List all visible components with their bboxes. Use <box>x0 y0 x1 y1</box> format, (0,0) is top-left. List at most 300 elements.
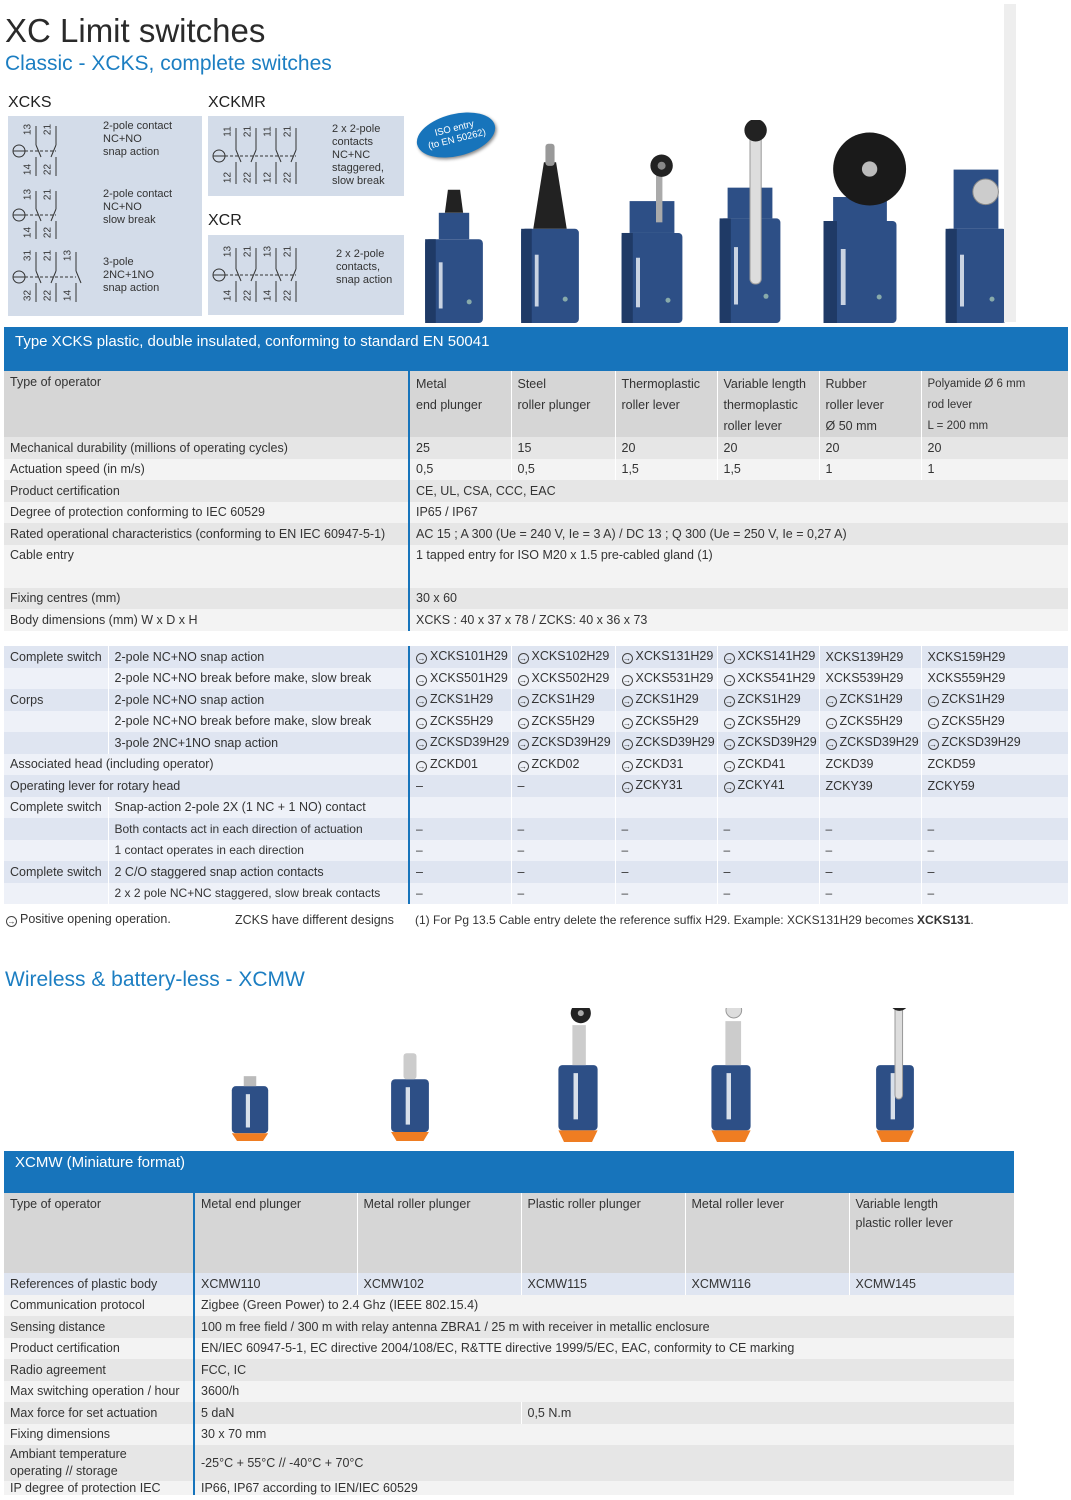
operator-line: roller lever <box>723 419 782 433</box>
section-title-xcmw: Wireless & battery-less - XCMW <box>5 968 305 991</box>
positive-opening-icon: → <box>623 740 631 750</box>
positive-opening-icon: → <box>725 697 733 707</box>
table-cell: IP66, IP67 according to IEN/IEC 60529 <box>194 1481 1014 1495</box>
reference-code: ZCKD41 <box>737 756 786 771</box>
reference-cell <box>615 646 717 668</box>
pin-number: 14 <box>62 289 74 302</box>
operator-type-cell <box>409 371 511 437</box>
reference-code: ZCKD02 <box>531 756 580 771</box>
reference-cell <box>717 840 819 862</box>
reference-cell <box>819 754 921 776</box>
reference-code: – <box>723 886 731 901</box>
reference-cell <box>921 861 1068 883</box>
reference-cell <box>511 732 615 754</box>
reference-code: – <box>517 821 525 836</box>
reference-code: – <box>825 886 833 901</box>
reference-code: ZCKD01 <box>430 756 478 771</box>
reference-code: ZCKS5H29 <box>531 713 595 728</box>
reference-cell <box>921 775 1068 797</box>
steel-roller-plunger-switch <box>512 140 588 325</box>
table-cell: 0,5 <box>511 459 615 481</box>
reference-cell <box>921 646 1068 668</box>
positive-opening-icon: → <box>417 675 426 685</box>
reference-cell <box>615 689 717 711</box>
table-cell: 1,5 <box>717 459 819 481</box>
table-cell: Max switching operation / hour <box>10 1384 180 1399</box>
positive-opening-icon: → <box>725 654 733 664</box>
table-cell: 2-pole NC+NO snap action <box>108 689 409 711</box>
reference-code: ZCKY39 <box>825 778 873 793</box>
reference-cell <box>717 797 819 819</box>
table-cell: Both contacts act in each direction of actuation <box>108 818 409 840</box>
reference-cell <box>819 668 921 690</box>
positive-opening-icon: → <box>623 761 631 771</box>
table-cell: Associated head (including operator) <box>10 757 214 772</box>
reference-cell <box>717 754 819 776</box>
operator-type-cell <box>921 371 1068 437</box>
contact-description: 2-pole contact NC+NO slow break <box>103 188 173 226</box>
table-cell: Body dimensions (mm) W x D x H <box>10 612 198 627</box>
pin-number: 21 <box>242 125 254 138</box>
xcks-references-table <box>4 646 1068 904</box>
pin-number: 13 <box>22 188 34 201</box>
reference-code: XCKS531H29 <box>635 670 714 685</box>
reference-code: – <box>723 843 731 858</box>
reference-cell <box>615 732 717 754</box>
table-row <box>4 1445 1014 1481</box>
footnote-bold: XCKS131 <box>917 913 971 927</box>
operator-type-row <box>4 371 1068 437</box>
table-row <box>4 1424 1014 1446</box>
operator-line: Plastic roller plunger <box>527 1197 641 1211</box>
reference-cell <box>615 797 717 819</box>
operator-line: roller lever <box>621 398 680 412</box>
table-cell: 30 x 60 <box>409 588 1068 610</box>
reference-code: ZCKS1H29 <box>430 692 494 707</box>
reference-code: XCKS539H29 <box>825 671 904 686</box>
reference-cell <box>409 861 511 883</box>
reference-cell <box>409 689 511 711</box>
page-title: XC Limit switches <box>5 12 266 49</box>
reference-cell <box>921 797 1068 819</box>
table-cell <box>4 883 108 905</box>
reference-code: – <box>517 778 525 793</box>
xcmw-specs-table <box>4 1193 1014 1495</box>
reference-cell <box>921 818 1068 840</box>
positive-opening-icon: → <box>417 697 426 707</box>
reference-code: – <box>927 864 935 879</box>
reference-code: ZCKSD39H29 <box>839 735 919 750</box>
reference-code: XCKS141H29 <box>737 649 816 664</box>
reference-code: – <box>723 864 731 879</box>
reference-row <box>4 840 1068 862</box>
operator-type-cell <box>357 1193 521 1273</box>
reference-cell <box>921 732 1068 754</box>
pin-number: 22 <box>42 289 54 302</box>
reference-code: – <box>416 843 423 858</box>
reference-cell <box>511 711 615 733</box>
table-cell: EN/IEC 60947-5-1, EC directive 2004/108/EC, R&TTE directive 1999/5/EC, EAC, conformity to CE marking <box>194 1338 1014 1360</box>
xcks-table-header: Type XCKS plastic, double insulated, conforming to standard EN 50041 <box>4 327 1068 371</box>
positive-opening-icon: → <box>827 718 835 728</box>
xcmw145-illustration <box>868 1008 922 1144</box>
reference-code: XCKS559H29 <box>927 671 1006 686</box>
table-cell: 2 x 2 pole NC+NC staggered, slow break contacts <box>108 883 409 905</box>
table-cell: Complete switch <box>10 649 102 664</box>
positive-opening-icon: → <box>827 740 835 750</box>
table-row <box>4 1402 1014 1424</box>
reference-code: – <box>416 886 423 901</box>
reference-code: ZCKS5H29 <box>737 713 801 728</box>
pin-number: 21 <box>242 245 254 258</box>
reference-code: ZCKY41 <box>737 778 785 793</box>
operator-type-cell <box>521 1193 685 1273</box>
pin-number: 14 <box>222 289 234 302</box>
table-cell: XCMW145 <box>849 1273 1014 1295</box>
operator-line: roller lever <box>825 398 884 412</box>
reference-cell <box>511 775 615 797</box>
pin-number: 21 <box>42 249 54 262</box>
table-cell: 2 C/O staggered snap action contacts <box>108 861 409 883</box>
reference-cell <box>717 775 819 797</box>
reference-cell <box>921 668 1068 690</box>
xcmw102-illustration <box>383 1033 437 1143</box>
positive-opening-icon: → <box>929 740 937 750</box>
reference-row <box>4 861 1068 883</box>
pin-number: 11 <box>222 126 234 137</box>
reference-code: XCKS131H29 <box>635 649 714 664</box>
table-cell: 100 m free field / 300 m with relay antenna ZBRA1 / 25 m with receiver in metallic enclosure <box>194 1316 1014 1338</box>
xcks-contact-snap <box>8 120 202 182</box>
table-row <box>4 437 1068 459</box>
reference-cell <box>819 732 921 754</box>
reference-row <box>4 689 1068 711</box>
operator-line: rod lever <box>927 399 973 411</box>
footnote-text: (1) For Pg 13.5 Cable entry delete the reference suffix H29. Example: XCKS131H29 becomes <box>415 913 918 927</box>
reference-row <box>4 797 1068 819</box>
positive-opening-icon: → <box>725 761 733 771</box>
operator-line: Metal end plunger <box>201 1197 302 1211</box>
reference-cell <box>409 797 511 819</box>
rubber-roller-lever-switch <box>812 125 908 325</box>
reference-cell <box>717 689 819 711</box>
reference-cell <box>819 711 921 733</box>
pin-number: 22 <box>242 171 254 184</box>
operator-line: Polyamide Ø 6 mm <box>927 378 1026 390</box>
reference-cell <box>717 818 819 840</box>
table-cell <box>4 711 108 733</box>
positive-opening-icon: → <box>623 697 631 707</box>
table-cell: 20 <box>615 437 717 459</box>
table-cell: References of plastic body <box>10 1276 158 1291</box>
pin-number: 12 <box>222 171 234 184</box>
positive-opening-icon: → <box>623 783 631 793</box>
table-cell: 5 daN <box>194 1402 521 1424</box>
operator-line: Variable length <box>855 1197 938 1211</box>
reference-cell <box>717 861 819 883</box>
contact-description: 3-pole 2NC+1NO snap action <box>103 256 160 294</box>
reference-code: – <box>825 821 833 836</box>
table-cell: 20 <box>921 437 1068 459</box>
reference-row <box>4 754 1068 776</box>
positive-opening-icon: → <box>519 761 527 771</box>
reference-code: XCKS102H29 <box>531 649 610 664</box>
table-cell: Type of operator <box>10 375 102 389</box>
pin-number: 13 <box>22 123 34 136</box>
reference-cell <box>615 668 717 690</box>
reference-code: – <box>927 886 935 901</box>
xckmr-contact <box>208 122 404 190</box>
reference-code: – <box>825 843 833 858</box>
reference-cell <box>511 861 615 883</box>
table-cell: Product certification <box>10 1341 120 1356</box>
table-cell: Rated operational characteristics (conforming to EN IEC 60947-5-1) <box>10 526 386 541</box>
table-cell: XCMW116 <box>685 1273 849 1295</box>
reference-row <box>4 668 1068 690</box>
table-row <box>4 588 1068 610</box>
table-cell: IP degree of protection IEC <box>10 1481 161 1495</box>
reference-cell <box>921 754 1068 776</box>
reference-code: ZCKS1H29 <box>941 692 1005 707</box>
reference-code: ZCKY31 <box>635 778 683 793</box>
xcr-label: XCR <box>208 212 242 229</box>
table-cell: AC 15 ; A 300 (Ue = 240 V, Ie = 3 A) / DC 13 ; Q 300 (Ue = 250 V, Ie = 0,27 A) <box>409 523 1068 545</box>
reference-code: – <box>621 886 629 901</box>
reference-code: – <box>416 864 423 879</box>
pin-number: 21 <box>42 188 54 201</box>
reference-code: ZCKSD39H29 <box>531 735 611 750</box>
reference-code: XCKS541H29 <box>737 670 816 685</box>
reference-code: – <box>416 821 423 836</box>
reference-row <box>4 732 1068 754</box>
reference-cell <box>819 797 921 819</box>
reference-cell <box>819 646 921 668</box>
pin-number: 14 <box>262 289 274 302</box>
table-row <box>4 1338 1014 1360</box>
reference-code: XCKS501H29 <box>430 670 508 685</box>
table-cell <box>4 818 108 840</box>
table-cell: 1 <box>819 459 921 481</box>
reference-cell <box>615 775 717 797</box>
xcks-label: XCKS <box>8 94 52 111</box>
reference-cell <box>615 754 717 776</box>
reference-cell <box>819 689 921 711</box>
positive-opening-icon: → <box>929 718 937 728</box>
operator-type-cell <box>849 1193 1014 1273</box>
operator-line <box>416 416 505 437</box>
xcmw110-illustration <box>224 1045 276 1143</box>
variable-length-roller-lever-switch <box>710 120 790 325</box>
reference-cell <box>921 711 1068 733</box>
table-cell: 3600/h <box>194 1381 1014 1403</box>
reference-cell <box>717 711 819 733</box>
pin-number: 21 <box>282 245 294 258</box>
reference-cell <box>511 840 615 862</box>
reference-code: XCKS502H29 <box>531 670 610 685</box>
pin-number: 13 <box>262 245 274 258</box>
reference-code: – <box>825 864 833 879</box>
table-row <box>4 1359 1014 1381</box>
table-cell: 1 contact operates in each direction <box>108 840 409 862</box>
pin-number: 14 <box>22 226 34 239</box>
pin-number: 13 <box>62 249 74 262</box>
reference-code: ZCKS1H29 <box>635 692 699 707</box>
operator-line: Rubber <box>825 377 867 391</box>
reference-cell <box>615 818 717 840</box>
reference-cell <box>511 646 615 668</box>
table-cell: 15 <box>511 437 615 459</box>
table-row <box>4 609 1068 631</box>
reference-code: XCKS159H29 <box>927 649 1006 664</box>
operator-line <box>364 1216 515 1235</box>
operator-line <box>518 416 609 437</box>
reference-code: ZCKS1H29 <box>839 692 903 707</box>
xcks-contact-slow <box>8 185 202 245</box>
table-row <box>4 1481 1014 1495</box>
table-cell: CE, UL, CSA, CCC, EAC <box>409 480 1068 502</box>
metal-end-plunger-switch <box>416 160 492 325</box>
reference-cell <box>615 861 717 883</box>
table-row <box>4 502 1068 524</box>
reference-cell <box>511 668 615 690</box>
xcmw116-illustration <box>703 1008 759 1144</box>
pin-number: 22 <box>282 171 294 184</box>
reference-code: ZCKS5H29 <box>941 713 1005 728</box>
page-subtitle: Classic - XCKS, complete switches <box>5 52 332 75</box>
table-cell: Corps <box>10 692 44 707</box>
reference-cell <box>511 689 615 711</box>
reference-row <box>4 775 1068 797</box>
positive-opening-icon: → <box>725 740 733 750</box>
positive-opening-icon: → <box>417 761 426 771</box>
reference-code: ZCKSD39H29 <box>941 735 1021 750</box>
operator-line: L = 200 mm <box>927 420 989 432</box>
positive-opening-icon: → <box>417 740 426 750</box>
positive-opening-note <box>6 912 171 927</box>
table-cell: Fixing dimensions <box>10 1427 111 1442</box>
operator-line: Metal roller plunger <box>363 1197 471 1211</box>
positive-opening-icon: → <box>417 654 426 664</box>
reference-cell <box>717 668 819 690</box>
table-row <box>4 1295 1014 1317</box>
operator-line: thermoplastic <box>723 398 798 412</box>
positive-opening-icon: → <box>725 675 733 685</box>
contact-description: 2 x 2-pole contacts NC+NC staggered, slow break <box>332 123 385 187</box>
table-cell: Degree of protection conforming to IEC 60529 <box>10 505 266 520</box>
reference-code: ZCKD39 <box>825 757 874 772</box>
reference-code: – <box>621 821 629 836</box>
xckmr-label: XCKMR <box>208 94 266 111</box>
reference-cell <box>511 883 615 905</box>
positive-opening-icon: → <box>623 718 631 728</box>
reference-row <box>4 883 1068 905</box>
operator-type-cell <box>685 1193 849 1273</box>
reference-cell <box>409 883 511 905</box>
pin-number: 13 <box>222 245 234 258</box>
reference-cell <box>409 646 511 668</box>
operator-line <box>201 1216 351 1235</box>
table-cell: 25 <box>409 437 511 459</box>
xcks-contact-3pole <box>8 246 202 308</box>
positive-opening-icon: → <box>623 654 631 664</box>
table-cell: 3-pole 2NC+1NO snap action <box>108 732 409 754</box>
reference-cell <box>717 646 819 668</box>
table-cell: Mechanical durability (millions of operating cycles) <box>10 440 288 455</box>
pin-number: 22 <box>42 163 54 176</box>
reference-cell <box>615 883 717 905</box>
positive-opening-icon: → <box>519 675 527 685</box>
table-cell: 2-pole NC+NO break before make, slow break <box>108 711 409 733</box>
reference-code: ZCKS5H29 <box>635 713 699 728</box>
table-cell: Communication protocol <box>10 1298 145 1313</box>
table-row <box>4 480 1068 502</box>
positive-opening-icon: → <box>519 718 527 728</box>
table-row <box>4 459 1068 481</box>
table-cell: Actuation speed (in m/s) <box>10 462 145 477</box>
table-cell: Ambiant temperature operating // storage <box>10 1447 127 1478</box>
table-cell: XCMW110 <box>194 1273 357 1295</box>
table-cell <box>4 732 108 754</box>
pin-number: 22 <box>282 289 294 302</box>
table-cell: Cable entry <box>10 547 74 562</box>
contact-description: 2 x 2-pole contacts, snap action <box>336 248 393 286</box>
pin-number: 21 <box>42 123 54 136</box>
reference-code: – <box>621 864 629 879</box>
positive-opening-icon: → <box>725 718 733 728</box>
reference-code: – <box>517 886 525 901</box>
table-cell: 1 <box>921 459 1068 481</box>
positive-opening-icon: → <box>417 718 426 728</box>
table-cell <box>4 668 108 690</box>
operator-line: Ø 50 mm <box>825 419 877 433</box>
reference-cell <box>921 689 1068 711</box>
reference-cell <box>615 711 717 733</box>
table-cell: FCC, IC <box>194 1359 1014 1381</box>
pin-number: 22 <box>42 226 54 239</box>
table-cell: Snap-action 2-pole 2X (1 NC + 1 NO) contact <box>108 797 409 819</box>
table-cell: Product certification <box>10 483 120 498</box>
table-cell: 1 tapped entry for ISO M20 x 1.5 pre-cabled gland (1) <box>409 545 1068 588</box>
reference-cell <box>819 775 921 797</box>
operator-line: roller plunger <box>517 398 591 412</box>
reference-cell <box>409 840 511 862</box>
table-cell: Fixing centres (mm) <box>10 591 121 606</box>
operator-line <box>528 1216 679 1235</box>
positive-opening-icon: → <box>519 740 527 750</box>
table-cell: 1,5 <box>615 459 717 481</box>
reference-cell <box>409 818 511 840</box>
operator-type-row <box>4 1193 1014 1273</box>
footnote <box>415 913 974 927</box>
operator-type-cell <box>194 1193 357 1273</box>
table-cell: Sensing distance <box>10 1319 106 1334</box>
reference-cell <box>819 818 921 840</box>
reference-code: ZCKY59 <box>927 778 975 793</box>
table-cell: XCMW102 <box>357 1273 521 1295</box>
reference-cell <box>511 754 615 776</box>
table-cell: Max force for set actuation <box>10 1405 158 1420</box>
positive-opening-icon: → <box>827 697 835 707</box>
table-cell: Operating lever for rotary head <box>10 778 181 793</box>
positive-opening-icon: → <box>929 697 937 707</box>
pin-number: 21 <box>282 125 294 138</box>
pin-number: 11 <box>262 126 274 137</box>
positive-opening-icon: → <box>519 697 527 707</box>
operator-line: Metal <box>416 377 447 391</box>
operator-type-cell <box>819 371 921 437</box>
reference-cell <box>409 732 511 754</box>
table-cell: 30 x 70 mm <box>194 1424 1014 1446</box>
